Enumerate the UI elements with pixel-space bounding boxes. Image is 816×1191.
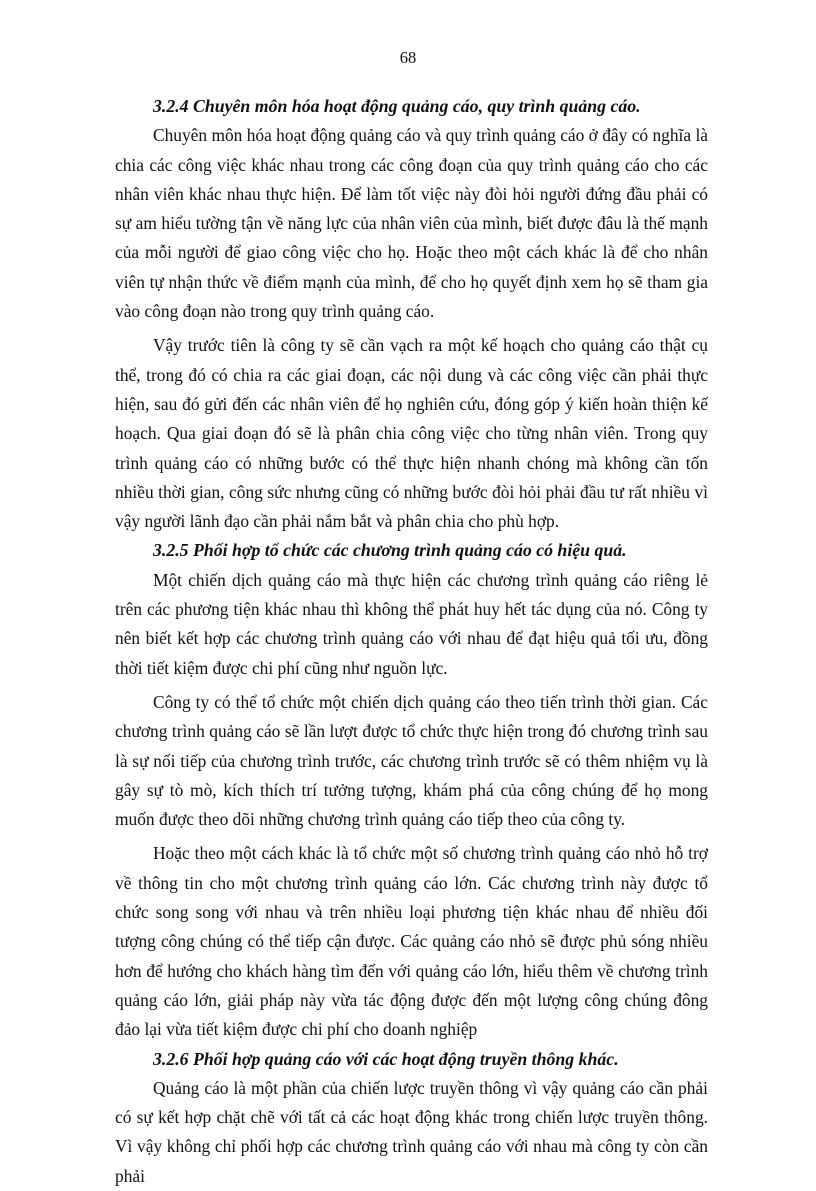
section-heading: 3.2.4 Chuyên môn hóa hoạt động quảng cáo, quy trình quảng cáo. bbox=[153, 96, 641, 116]
section-heading: 3.2.6 Phối hợp quảng cáo với các hoạt động truyền thông khác. bbox=[153, 1048, 619, 1069]
section-heading: 3.2.5 Phối hợp tổ chức các chương trình quảng cáo có hiệu quả. bbox=[153, 540, 627, 561]
section-3-2-4 bbox=[115, 92, 708, 536]
page-number: 68 bbox=[399, 48, 417, 67]
paragraph: Một chiến dịch quảng cáo mà thực hiện các chương trình quảng cáo riêng lẻ trên các phương tiện khác nhau thì không thể phát huy hết tác dụng của nó. Công ty nên biết kết hợp các chương trình quảng cáo với nhau để đạt hiệu quả tối ưu, đồng thời tiết kiệm được chi phí cũng như nguồn lực. bbox=[115, 569, 708, 678]
paragraph: Quảng cáo là một phần của chiến lược truyền thông vì vậy quảng cáo cần phải có sự kết hợp chặt chẽ với tất cả các hoạt động khác trong chiến lược truyền thông. Vì vậy không chỉ phối hợp các chương trình quảng cáo với nhau mà công ty còn cần phải bbox=[115, 1077, 708, 1186]
paragraph: Hoặc theo một cách khác là tổ chức một số chương trình quảng cáo nhỏ hỗ trợ về thông tin cho một chương trình quảng cáo lớn. Các chương trình này được tổ chức song song với nhau và trên nhiều loại phương tiện khác nhau để nhiều đối tượng công chúng có thể tiếp cận được. Các quảng cáo nhỏ sẽ được phủ sóng nhiều hơn để hướng cho khách hàng tìm đến với quảng cáo lớn, hiểu thêm về chương trình quảng cáo lớn, giải pháp này vừa tác động được đến một lượng công chúng đông đảo lại vừa tiết kiệm được chi phí cho doanh nghiệp bbox=[115, 843, 708, 1040]
section-3-2-6 bbox=[115, 1045, 708, 1191]
paragraph: Vậy trước tiên là công ty sẽ cần vạch ra một kế hoạch cho quảng cáo thật cụ thể, trong đó có chia ra các giai đoạn, các nội dung và các công việc cần phải thực hiện, sau đó gửi đến các nhân viên để họ nghiên cứu, đóng góp ý kiến hoàn thiện kế hoạch. Qua giai đoạn đó sẽ là phân chia công việc cho từng nhân viên. Trong quy trình quảng cáo có những bước có thể thực hiện nhanh chóng mà không cần tốn nhiều thời gian, công sức nhưng cũng có những bước đòi hỏi phải đầu tư rất nhiều vì vậy người lãnh đạo cần phải nắm bắt và phân chia cho phù hợp. bbox=[115, 335, 708, 532]
section-3-2-5 bbox=[115, 536, 708, 1044]
paragraph: Chuyên môn hóa hoạt động quảng cáo và quy trình quảng cáo ở đây có nghĩa là chia các công việc khác nhau trong các công đoạn của quy trình quảng cáo cho các nhân viên khác nhau thực hiện. Để làm tốt việc này đòi hỏi người đứng đầu phải có sự am hiểu tường tận về năng lực của nhân viên của mình, biết được đâu là thế mạnh của mỗi người để giao công việc cho họ. Hoặc theo một cách khác là để cho nhân viên tự nhận thức về điểm mạnh của mình, để cho họ quyết định xem họ sẽ tham gia vào công đoạn nào trong quy trình quảng cáo. bbox=[115, 125, 708, 322]
paragraph: Công ty có thể tổ chức một chiến dịch quảng cáo theo tiến trình thời gian. Các chương trình quảng cáo sẽ lần lượt được tổ chức thực hiện trong đó chương trình sau là sự nối tiếp của chương trình trước, các chương trình trước sẽ có thêm nhiệm vụ là gây sự tò mò, kích thích trí tưởng tượng, khám phá của công chúng để họ mong muốn được theo dõi những chương trình quảng cáo tiếp theo của công ty. bbox=[115, 691, 708, 830]
body-text bbox=[115, 92, 708, 1191]
